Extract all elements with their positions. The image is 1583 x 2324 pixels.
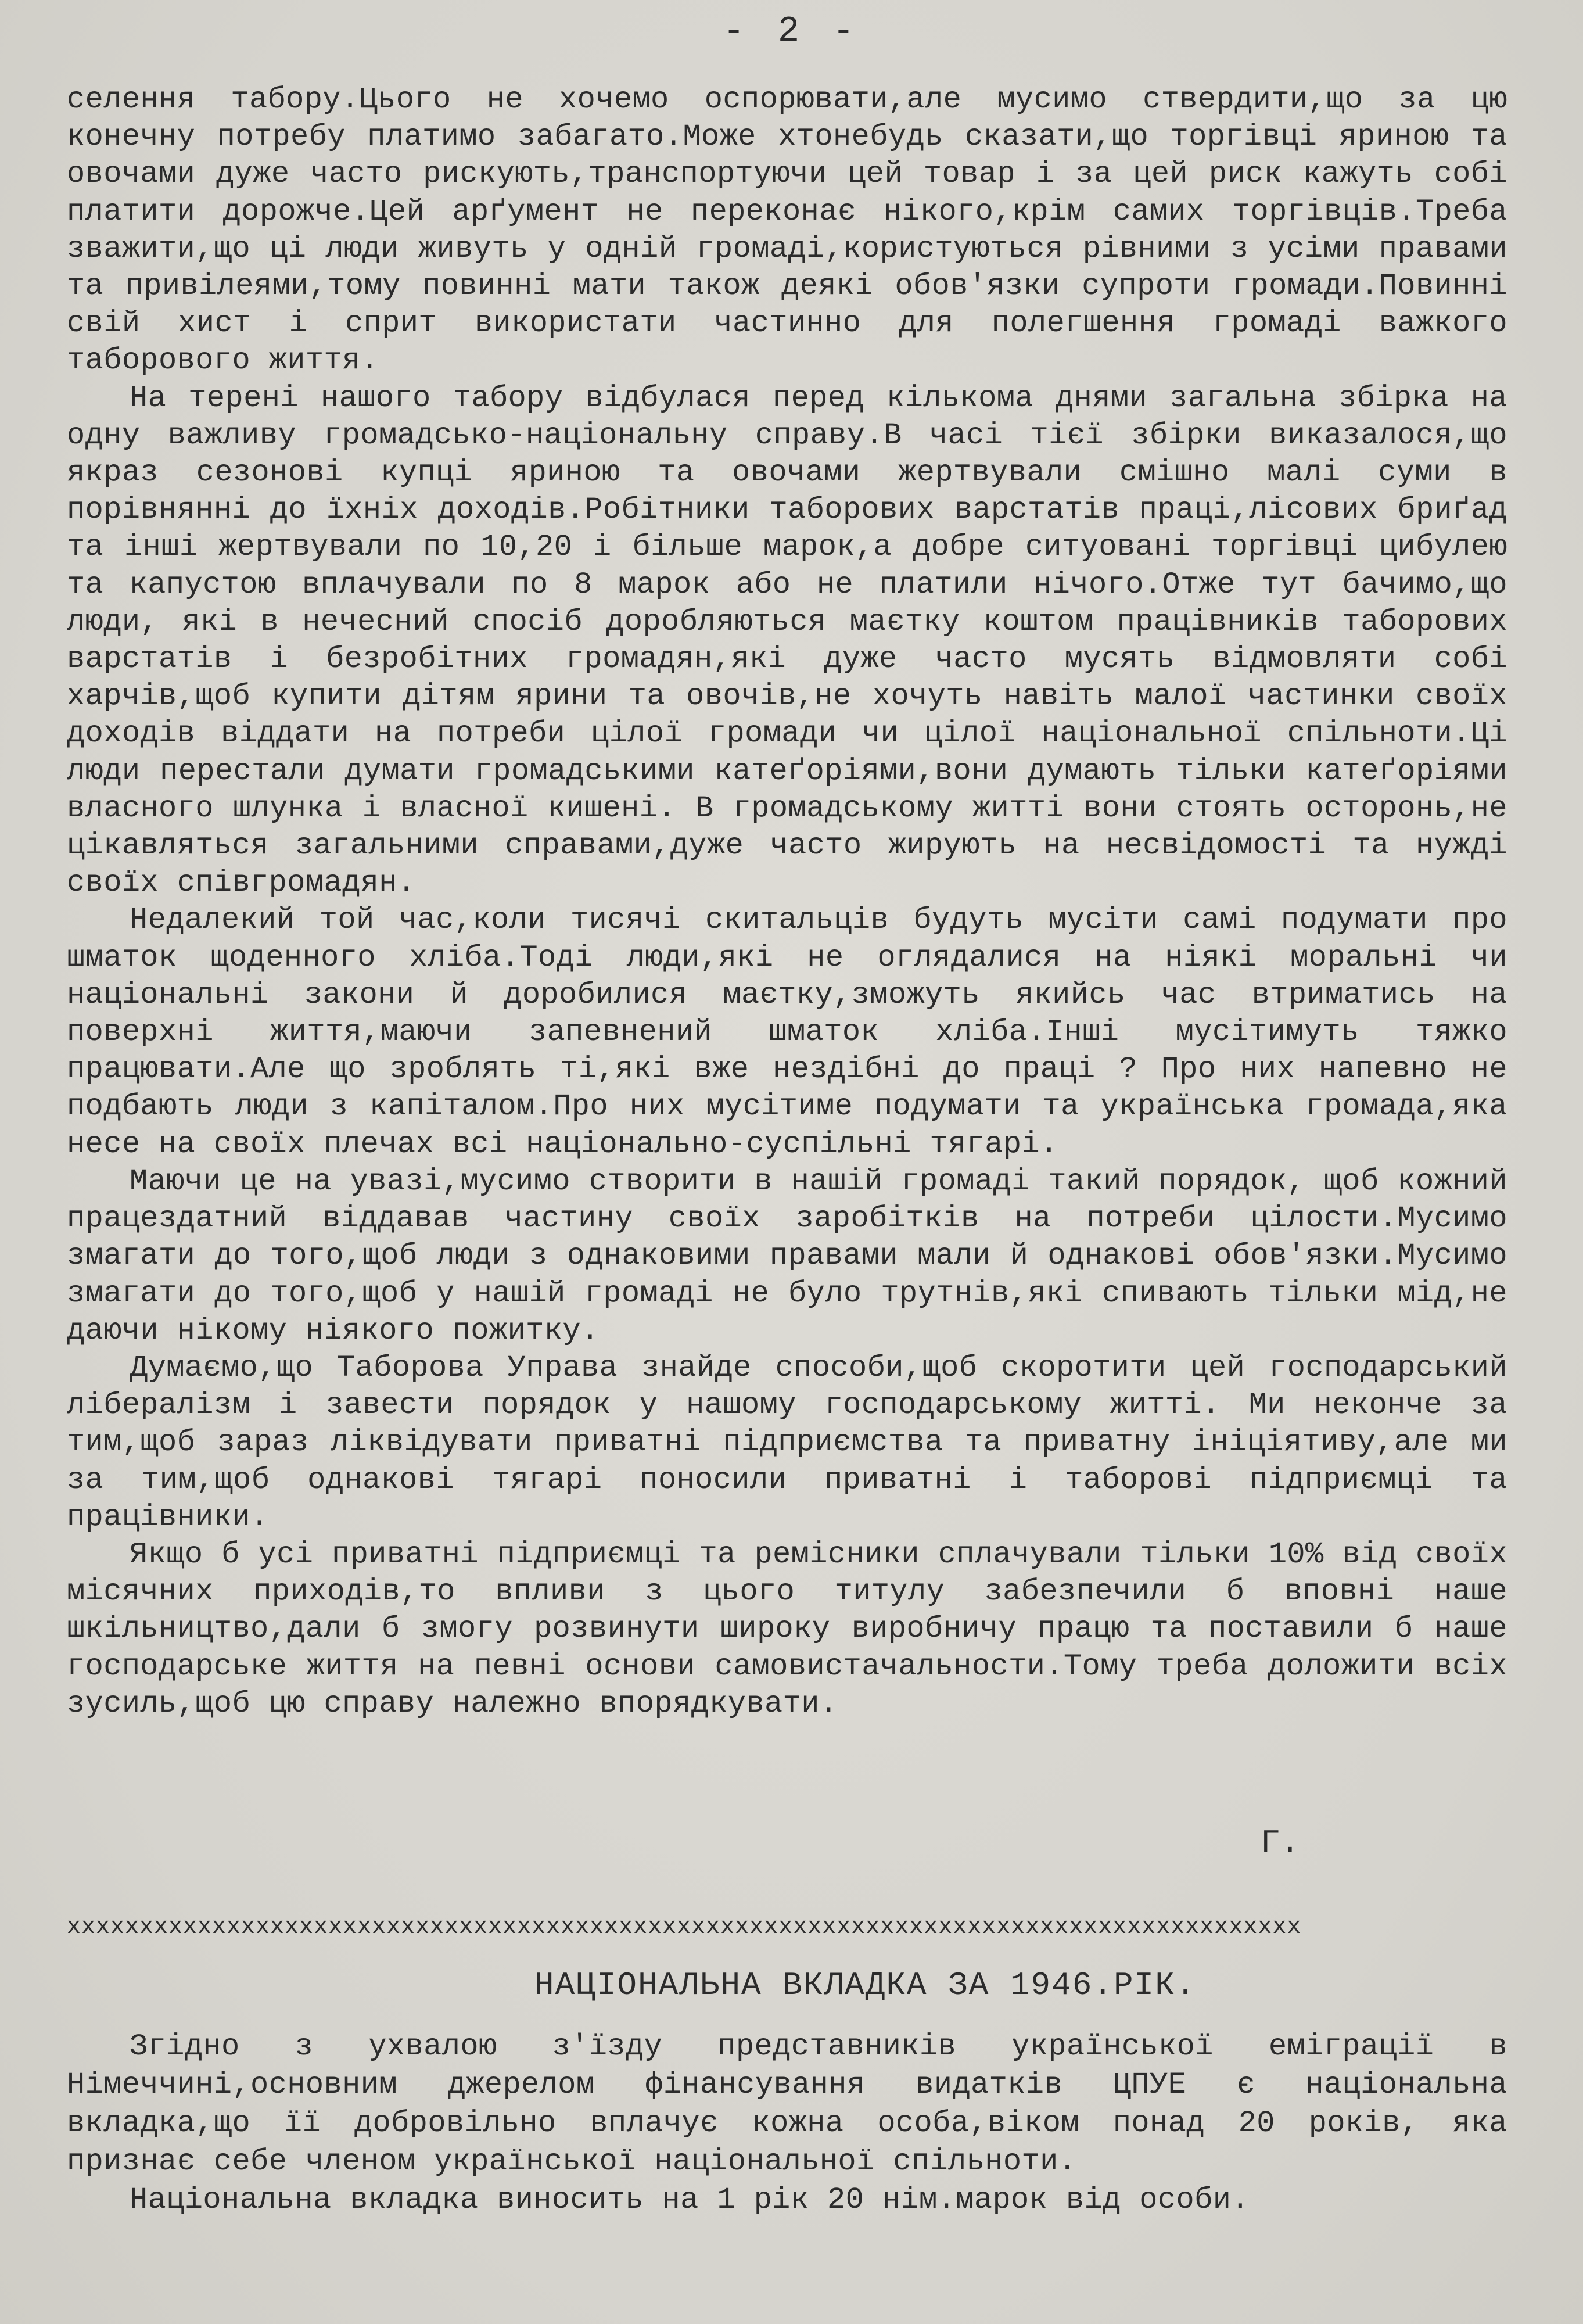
section-separator: xxxxxxxxxxxxxxxxxxxxxxxxxxxxxxxxxxxxxxxxxxxxxxxxxxxxxxxxxxxxxxxxxxxxxxxxxxxxxxxxxxxxx xyxy=(67,1914,1302,1941)
paragraph-1: селення табору.Цього не хочемо оспорювати,але мусимо ствердити,що за цю конечну потребу платимо забагато.Може хтонебудь сказати,що торгівці яриною та овочами дуже часто рискують,транспортуючи цей товар і за цей риск кажуть собі платити дорожче.Цей арґумент не переконає нікого,крім самих торгівців.Треба зважити,що ці люди живуть у одній громаді,користуються рівними з усіми правами та привілеями,тому повинні мати також деякі обов'язки супроти громади.Повинні свій хист і сприт використати частинно для полегшення громаді важкого таборового життя. xyxy=(67,83,1507,378)
page-number: - 2 - xyxy=(723,10,860,52)
section-body xyxy=(67,2028,1507,2219)
paragraph-6: Якщо б усі приватні підприємці та ремісники сплачували тільки 10% від своїх місячних приходів,то впливи з цього титулу забезпечили б вповні наше шкільництво,дали б змогу розвинути широку виробничу працю та поставили б наше господарське життя на певні основи самовистачальности.Тому треба доложити всіх зусиль,щоб цю справу належно впорядкувати. xyxy=(67,1537,1507,1721)
paragraph-3: Недалекий той час,коли тисячі скитальців будуть мусіти самі подумати про шматок щоденного хліба.Тоді люди,які не оглядалися на ніякі моральні чи національні закони й доробилися маєтку,зможуть якийсь час втриматись на поверхні життя,маючи запевнений шматок хліба.Інші мусітимуть тяжко працювати.Але що зроблять ті,які вже нездібні до праці ? Про них напевно не подбають люди з капіталом.Про них мусітиме подумати та українська громада,яка несе на своїх плечах всі національно-суспільні тягарі. xyxy=(67,903,1507,1161)
article-body xyxy=(67,81,1507,1723)
section-title: НАЦІОНАЛЬНА ВКЛАДКА ЗА 1946.РІК. xyxy=(534,1967,1197,2004)
paragraph-4: Маючи це на увазі,мусимо створити в нашій громаді такий порядок, щоб кожний працездатний віддавав частину своїх заробітків на потреби цілости.Мусимо змагати до того,щоб люди з однаковими правами мали й однакові обов'язки.Мусимо змагати до того,щоб у нашій громаді не було трутнів,які спивають тільки мід,не даючи нікому ніякого пожитку. xyxy=(67,1164,1507,1348)
paragraph-5: Думаємо,що Таборова Управа знайде способи,щоб скоротити цей господарський лібералізм і завести порядок у нашому господарському житті. Ми неконче за тим,щоб зараз ліквідувати приватні підприємства та приватну ініціятиву,але ми за тим,щоб однакові тягарі поносили приватні і таборові підприємці та працівники. xyxy=(67,1350,1507,1534)
paragraph-2: На терені нашого табору відбулася перед кількома днями загальна збірка на одну важливу громадсько-національну справу.В часі тієї збірки виказалося,що якраз сезонові купці яриною та овочами жертвували смішно малі суми в порівнянні до їхніх доходів.Робітники таборових варстатів праці,лісових бриґад та інші жертвували по 10,20 і більше марок,а добре ситуовані торгівці цибулею та капустою вплачували по 8 марок або не платили нічого.Отже тут бачимо,що люди, які в нечесний спосіб доробляються маєтку коштом працівників таборових варстатів і безробітних громадян,які дуже часто мусять відмовляти собі харчів,щоб купити дітям ярини та овочів,не хочуть навіть малої частинки своїх доходів віддати на потреби цілої громади чи цілої національної спільноти.Ці люди перестали думати громадськими катеґоріями,вони думають тільки катеґоріями власного шлунка і власної кишені. В громадському житті вони стоять осторонь,не цікавляться загальними справами,дуже часто жирують на несвідомості та нужді своїх співгромадян. xyxy=(67,381,1507,901)
section-paragraph-1: Згідно з ухвалою з'їзду представників української еміграції в Німеччині,основним джерелом фінансування видатків ЦПУЕ є національна вкладка,що її добровільно вплачує кожна особа,віком понад 20 років, яка признає себе членом української національної спільноти. xyxy=(67,2029,1507,2179)
author-signature: Г. xyxy=(1261,1824,1300,1862)
section-paragraph-2: Національна вкладка виносить на 1 рік 20 нім.марок від особи. xyxy=(130,2183,1250,2217)
